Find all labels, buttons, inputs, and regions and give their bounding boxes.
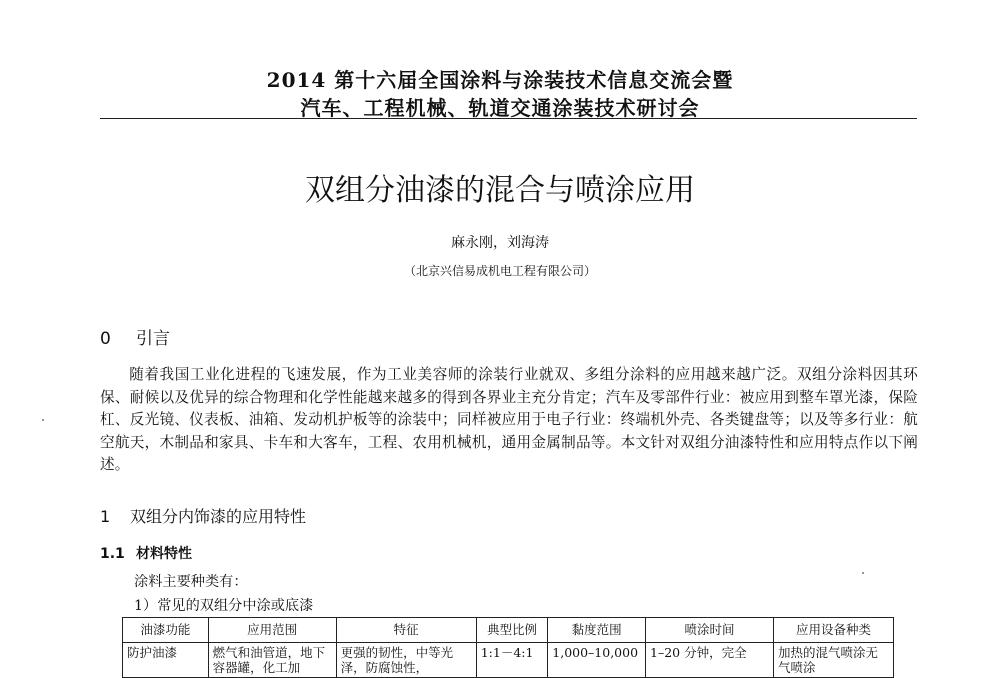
paper-authors: 麻永刚，刘海涛 xyxy=(451,235,549,251)
table-header-cell: 应用设备种类 xyxy=(774,618,894,643)
list-item-1: 1）常见的双组分中涂或底漆 xyxy=(134,598,314,614)
table-cell: 1,000–10,000 xyxy=(548,643,646,678)
table-header-cell: 典型比例 xyxy=(476,618,548,643)
conference-header-line2: 汽车、工程机械、轨道交通涂装技术研讨会 xyxy=(300,96,700,120)
table-header-cell: 喷涂时间 xyxy=(646,618,774,643)
paper-affiliation: （北京兴信易成机电工程有限公司） xyxy=(403,264,596,278)
types-intro-text: 涂料主要种类有： xyxy=(134,574,248,590)
section-1-heading xyxy=(100,504,306,527)
table-cell: 燃气和油管道，地下容器罐，化工加 xyxy=(208,643,336,678)
table-header-row xyxy=(123,618,894,643)
coating-spec-table xyxy=(122,617,894,678)
section-1-1-number: 1.1 xyxy=(100,546,125,562)
table-header-cell: 应用范围 xyxy=(208,618,336,643)
section-0-number: 0 xyxy=(100,329,111,349)
conference-header-line1: 2014 第十六届全国涂料与涂装技术信息交流会暨 xyxy=(266,68,734,92)
table-cell: 更强的韧性，中等光泽，防腐蚀性， xyxy=(336,643,476,678)
scan-speck xyxy=(42,419,44,421)
table-header-cell: 特征 xyxy=(336,618,476,643)
section-0-heading xyxy=(100,324,170,349)
table-cell: 1–20 分钟，完全 xyxy=(646,643,774,678)
table-header-cell: 油漆功能 xyxy=(123,618,209,643)
section-1-1-heading xyxy=(100,543,192,563)
section-0-title: 引言 xyxy=(136,329,170,349)
header-rule xyxy=(100,118,917,119)
section-1-title: 双组分内饰漆的应用特性 xyxy=(130,507,307,526)
section-1-1-title: 材料特性 xyxy=(136,546,192,562)
section-1-number: 1 xyxy=(100,507,111,526)
table-cell: 1:1－4:1 xyxy=(476,643,548,678)
table-header-cell: 黏度范围 xyxy=(548,618,646,643)
scan-speck xyxy=(862,572,864,574)
intro-paragraph: 随着我国工业化进程的飞速发展，作为工业美容师的涂装行业就双、多组分涂料的应用越来越广泛。双组分涂料因其环保、耐候以及优异的综合物理和化学性能越来越多的得到各界业主充分肯定；汽车及零部件行业：被应用到整车罩光漆，保险杠、反光镜、仪表板、油箱、发动机护板等的涂装中；同样被应用于电子行业：终端机外壳、各类键盘等；以及等多行业：航空航天，木制品和家具、卡车和大客车，工程、农用机械机，通用金属制品等。本文针对双组分油漆特性和应用特点作以下阐述。 xyxy=(100,366,918,473)
table-cell: 防护油漆 xyxy=(123,643,209,678)
paper-title: 双组分油漆的混合与喷涂应用 xyxy=(305,173,695,208)
table-cell: 加热的混气喷涂无气喷涂 xyxy=(774,643,894,678)
table-row xyxy=(123,643,894,678)
